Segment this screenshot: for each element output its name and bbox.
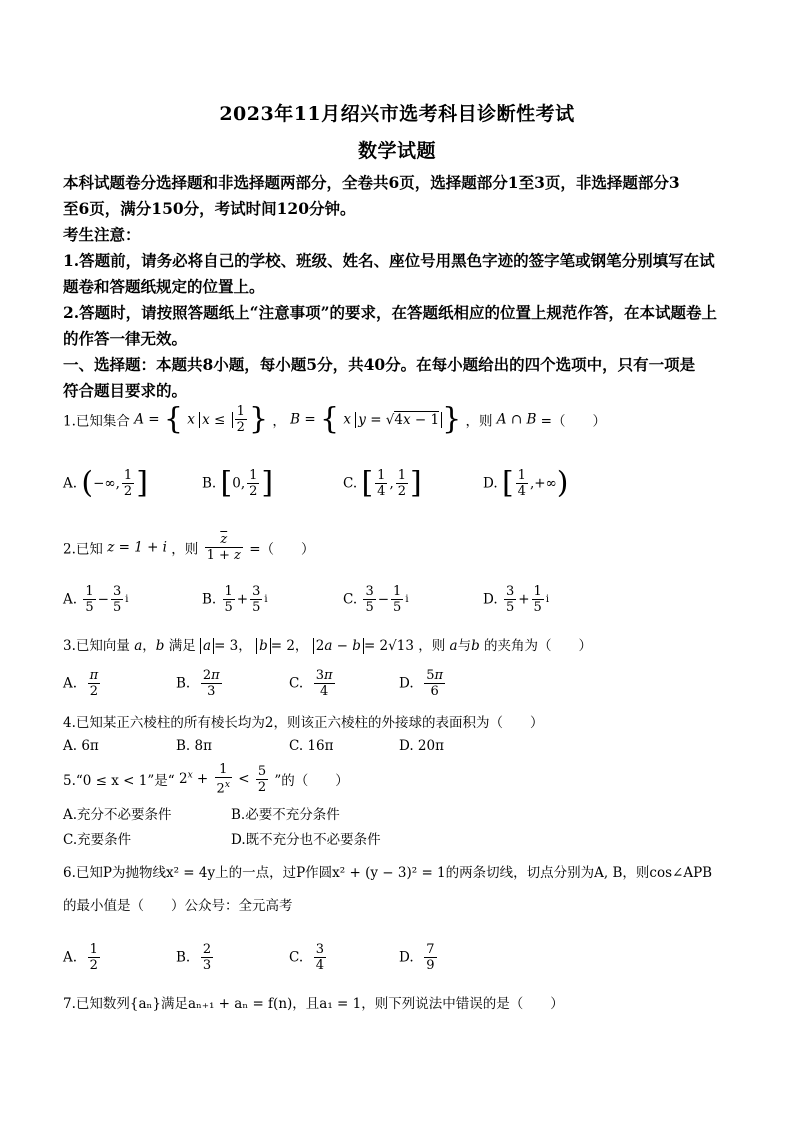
q3-option-d: D. $\frac{5\pi}{6}$ bbox=[399, 668, 444, 699]
question-7: 7.已知数列{aₙ}满足aₙ₊₁ + aₙ = f(n)，且a₁ = 1，则下列说法中错误的是（ ） bbox=[63, 996, 564, 1012]
q6-option-a: A. $\frac{1}{2}$ bbox=[63, 942, 98, 973]
notice-1b: 题卷和答题纸规定的位置上。 bbox=[63, 277, 265, 296]
q2-option-c: C. $\frac{3}{5}$ − $\frac{1}{5}$ i bbox=[343, 584, 409, 615]
q1-option-c: C. [ $\frac{1}{4}$ , $\frac{1}{2}$ ] bbox=[343, 465, 422, 501]
q6-option-d: D. $\frac{7}{9}$ bbox=[399, 942, 435, 973]
q4-option-a: A. 6π bbox=[63, 738, 99, 754]
question-2: 2.已知 z = 1 + i ，则 $\frac{\overline{z}}{1 + z}$ =（ ） bbox=[63, 532, 315, 563]
q4-option-d: D. 20π bbox=[399, 738, 444, 754]
q1-option-b: B. [0, $\frac{1}{2}$ ] bbox=[202, 465, 274, 501]
q5-option-d: D.既不充分也不必要条件 bbox=[231, 832, 381, 848]
q1-option-a: A. (−∞, $\frac{1}{2}$ ] bbox=[63, 465, 148, 501]
question-3: 3.已知向量 a，b 满足 a = 3， b = 2， 2a − b = 2√13 ，则 a与b 的夹角为（ ） bbox=[63, 638, 593, 654]
q6-option-b: B. $\frac{2}{3}$ bbox=[176, 942, 212, 973]
exam-intro bbox=[63, 170, 731, 404]
intro-line-1: 本科试题卷分选择题和非选择题两部分，全卷共6页，选择题部分1至3页，非选择题部分3 bbox=[63, 173, 680, 192]
q5-option-a: A.充分不必要条件 bbox=[63, 807, 172, 823]
q2-option-b: B. $\frac{1}{5}$ + $\frac{3}{5}$ i bbox=[202, 584, 268, 615]
notice-2a: 2.答题时，请按照答题纸上“注意事项”的要求，在答题纸相应的位置上规范作答，在本试题卷上 bbox=[63, 303, 718, 322]
q2-option-d: D. $\frac{3}{5}$ + $\frac{1}{5}$ i bbox=[483, 584, 550, 615]
question-6-line-2: 的最小值是（ ）公众号：全元高考 bbox=[63, 898, 293, 914]
notice-2b: 的作答一律无效。 bbox=[63, 329, 188, 348]
intro-line-2: 至6页，满分150分，考试时间120分钟。 bbox=[63, 199, 356, 218]
q2-option-a: A. $\frac{1}{5}$ − $\frac{3}{5}$ i bbox=[63, 584, 129, 615]
q5-option-c: C.充要条件 bbox=[63, 832, 132, 848]
question-1: 1.已知集合 A = { x x ≤ $\frac{1}{2}$ } ， B = { x y = √4x − 1 } ，则 A ∩ B =（ ） bbox=[63, 401, 606, 437]
q3-option-c: C. $\frac{3\pi}{4}$ bbox=[289, 668, 333, 699]
q3-option-a: A. $\frac{\pi}{2}$ bbox=[63, 668, 99, 699]
question-4: 4.已知某正六棱柱的所有棱长均为2，则该正六棱柱的外接球的表面积为（ ） bbox=[63, 715, 544, 731]
q3-option-b: B. $\frac{2\pi}{3}$ bbox=[176, 668, 220, 699]
q6-option-c: C. $\frac{3}{4}$ bbox=[289, 942, 325, 973]
q5-option-b: B.必要不充分条件 bbox=[231, 807, 340, 823]
section-1a: 一、选择题：本题共8小题，每小题5分，共40分。在每小题给出的四个选项中，只有一项是 bbox=[63, 355, 696, 374]
section-1b: 符合题目要求的。 bbox=[63, 381, 188, 400]
q4-option-c: C. 16π bbox=[289, 738, 334, 754]
q4-option-b: B. 8π bbox=[176, 738, 212, 754]
q1-option-d: D. [ $\frac{1}{4}$ ,+∞) bbox=[483, 465, 569, 501]
notice-title: 考生注意： bbox=[63, 225, 141, 244]
question-6-line-1: 6.已知P为抛物线x² = 4y上的一点，过P作圆x² + (y − 3)² = 1的两条切线，切点分别为A, B，则cos∠APB bbox=[63, 865, 713, 881]
question-5: 5.“0 ≤ x < 1”是“ $2^x$ + $\frac{1}{2^x}$ < $\frac{5}{2}$ ”的（ ） bbox=[63, 762, 349, 797]
exam-subtitle: 数学试题 bbox=[357, 140, 436, 162]
notice-1a: 1.答题前，请务必将自己的学校、班级、姓名、座位号用黑色字迹的签字笔或钢笔分别填写在试 bbox=[63, 251, 715, 270]
exam-title: 2023年11月绍兴市选考科目诊断性考试 bbox=[219, 103, 575, 125]
